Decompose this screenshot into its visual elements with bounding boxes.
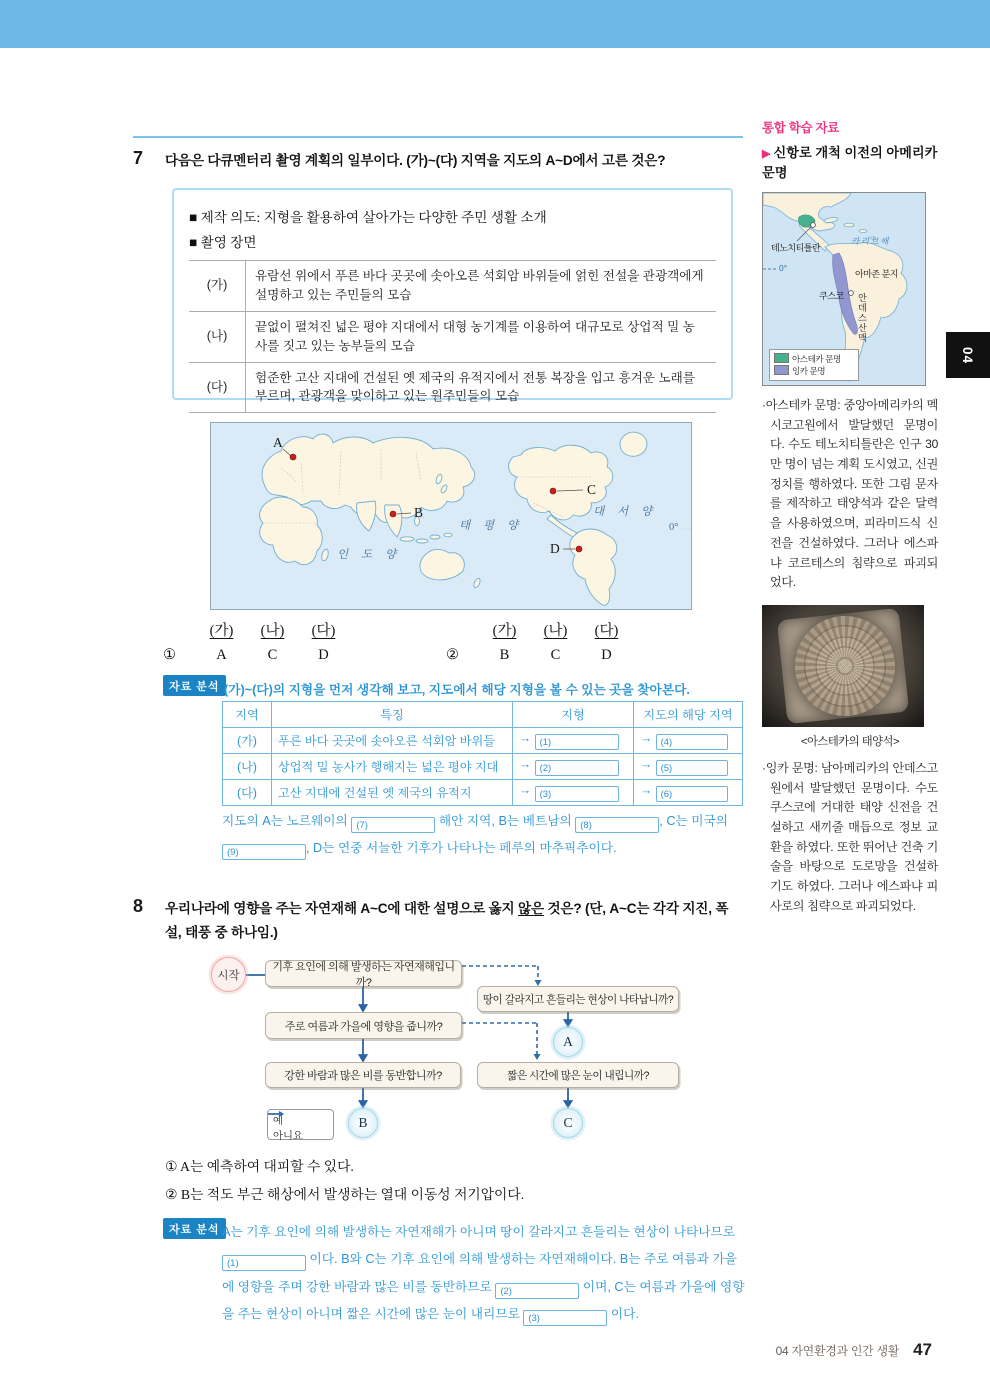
andes-label: 안데스산맥 <box>857 292 867 343</box>
aztec-civilization-note: ·아스테카 문명: 중앙아메리카의 멕시코고원에서 발달했던 문명이다. 수도 테노치티틀란은 인구 30만 명이 넘는 계획 도시였고, 신권 정치를 행하였다. 또한 그림 문자를 제작하고 태양석과 같은 달력을 사용하였으며, 피라미드식 신전을 건설하였다. 그러나 에스파냐 코르테스의 침략으로 파괴되었다. <box>762 397 938 590</box>
photo-caption: <아스테카의 태양석> <box>800 735 900 748</box>
arrow-icon: → <box>519 783 532 797</box>
blank-number: (6) <box>660 789 673 800</box>
world-map <box>210 422 692 610</box>
note-text: A는 기후 요인에 의해 발생하는 자연재해가 아니며 땅이 갈라지고 흔들리는 현상이 나타나므로 <box>222 1225 735 1239</box>
q7-option-1-headers <box>196 619 349 640</box>
q7-scene-table <box>189 260 716 413</box>
top-color-bar <box>0 0 990 48</box>
option-2-value: D <box>601 647 612 663</box>
legend-no-label: 아니요 <box>273 1131 303 1142</box>
blank-number: (9) <box>227 846 239 858</box>
blank-number: (3) <box>528 1312 540 1324</box>
blank-number: (1) <box>539 737 552 748</box>
q8-text-pre: 우리나라에 영향을 주는 자연재해 A~C에 대한 설명으로 옳지 <box>165 901 519 916</box>
cusco-label: 쿠스코 <box>819 290 844 301</box>
answer-blank-1 <box>222 1255 306 1271</box>
triangle-bullet-icon: ▶ <box>762 148 771 160</box>
map-label-b: B <box>414 505 424 520</box>
q8-analysis-badge: 자료 분석 <box>163 1218 226 1239</box>
legend-yes-label: 예 <box>273 1116 283 1127</box>
scene-da-text: 험준한 고산 지대에 건설된 옛 제국의 유적지에서 전통 복장을 입고 흥겨운 노래를 부르며, 관광객을 맞이하고 있는 원주민들의 모습 <box>246 362 717 413</box>
row-feature: 상업적 밀 농사가 행해지는 넓은 평야 지대 <box>272 754 513 780</box>
row-feature: 고산 지대에 건설된 옛 제국의 유적지 <box>272 780 513 806</box>
q7-option-2-headers <box>479 619 632 640</box>
atlantic-ocean-label: 대 서 양 <box>593 506 658 518</box>
q8-flowchart <box>180 950 725 1165</box>
scene-ga-text: 유람선 위에서 푸른 바다 곳곳에 솟아오른 석회암 바위들에 얽힌 전설을 관광객에게 설명하고 있는 주민들의 모습 <box>246 261 717 312</box>
table-row <box>223 780 743 806</box>
arrow-icon: → <box>519 731 532 745</box>
q8-analysis-note <box>222 1219 746 1328</box>
question-7-number: 7 <box>133 148 144 168</box>
scene-na-label: (나) <box>189 311 246 362</box>
equator-label: 0° <box>779 262 788 273</box>
tenochtitlan-label: 테노치티틀란 <box>771 242 821 253</box>
map-point-d-dot <box>576 546 582 552</box>
flow-question-3: 강한 바람과 많은 비를 동반합니까? <box>265 1062 461 1088</box>
option-header-da: (다) <box>594 623 619 639</box>
sidebar-kicker: 통합 학습 자료 <box>762 121 839 135</box>
col-terrain: 지형 <box>513 702 634 728</box>
legend-aztec-row <box>774 353 854 365</box>
scene-ga-label: (가) <box>189 261 246 312</box>
answer-blank-3 <box>535 786 619 802</box>
option-2-value: C <box>550 647 561 663</box>
map-point-b-dot <box>390 511 396 517</box>
legend-inca-label: 잉카 문명 <box>792 365 826 376</box>
note-text: 이며, C는 여름과 가을에 영향을 주는 현상이 아니며 짧은 시간에 많은 눈이 내리므로 <box>222 1279 745 1321</box>
row-region: (다) <box>223 780 272 806</box>
map-legend <box>769 349 859 381</box>
option-header-na: (나) <box>260 623 285 639</box>
cusco-city-dot <box>849 291 854 296</box>
q7-analysis-intro: (가)~(다)의 지형을 먼저 생각해 보고, 지도에서 해당 지형을 볼 수 있는 곳을 찾아본다. <box>224 683 690 697</box>
col-map-region: 지도의 해당 지역 <box>634 702 743 728</box>
aztec-sun-stone-photo <box>762 605 924 727</box>
blank-number: (2) <box>500 1285 512 1297</box>
tenochtitlan-city-dot <box>811 223 816 228</box>
option-header-ga: (가) <box>209 623 234 639</box>
blank-number: (1) <box>227 1258 239 1270</box>
flow-legend <box>267 1109 334 1140</box>
row-feature: 푸른 바다 곳곳에 솟아오른 석회암 바위들 <box>272 728 513 754</box>
blank-number: (2) <box>539 763 552 774</box>
arrow-icon: → <box>640 731 653 745</box>
answer-blank-5 <box>656 760 728 776</box>
scene-na-text: 끝없이 펼쳐진 넓은 평야 지대에서 대형 농기계를 이용하여 대규모로 상업적 밀 농사를 짓고 있는 농부들의 모습 <box>246 311 717 362</box>
row-region: (나) <box>223 754 272 780</box>
footer-chapter-title: 04 자연환경과 인간 생활 <box>775 1344 900 1358</box>
blank-number: (8) <box>580 820 592 831</box>
q7-scene-label: ■ 촬영 장면 <box>189 235 257 250</box>
chapter-tab-number: 04 <box>960 346 976 364</box>
col-feature: 특징 <box>272 702 513 728</box>
question-8-text <box>165 897 743 946</box>
pacific-ocean-label: 태 평 양 <box>459 520 524 532</box>
q8-statement-1: ① A는 예측하여 대피할 수 있다. <box>165 1159 354 1174</box>
blank-number: (7) <box>356 820 368 831</box>
inca-civilization-note: ·잉카 문명: 남아메리카의 안데스고원에서 발달했던 문명이다. 수도 쿠스코에 거대한 태양 신전을 건설하고 새끼줄 매듭으로 정보 교환을 하였다. 또한 뛰어난 건축 기술을 바탕으로 도로망을 건설하기도 하였다. 그러나 에스파냐 피사로의 침략으로 파괴되었다. <box>762 760 938 913</box>
q7-option-2-values <box>446 647 632 664</box>
sidebar-title-text: 신항로 개척 이전의 아메리카 문명 <box>762 145 938 181</box>
flow-question-2: 주로 여름과 가을에 영향을 줍니까? <box>265 1012 462 1039</box>
amazon-basin-label: 아마존 분지 <box>855 268 898 279</box>
note-text: , C는 미국의 <box>659 814 729 828</box>
flow-node-a: A <box>553 1027 583 1057</box>
answer-blank-2 <box>535 760 619 776</box>
table-row <box>189 311 716 362</box>
blank-number: (4) <box>660 737 673 748</box>
america-civilizations-map <box>762 192 926 386</box>
scene-da-label: (다) <box>189 362 246 413</box>
answer-blank-9 <box>222 844 306 860</box>
table-row <box>189 362 716 413</box>
q7-analysis-table <box>222 701 743 806</box>
chapter-tab <box>946 332 990 378</box>
blank-number: (3) <box>539 789 552 800</box>
q7-option-2 <box>446 619 632 664</box>
flow-node-c: C <box>553 1108 583 1138</box>
table-row <box>189 261 716 312</box>
map-label-c: C <box>587 482 597 497</box>
question-8-number: 8 <box>133 896 144 916</box>
row-region: (가) <box>223 728 272 754</box>
map-label-d: D <box>550 541 560 556</box>
caribbean-sea-label: 카리브해 <box>851 235 890 246</box>
page-footer <box>776 1340 932 1360</box>
q7-option-1 <box>163 619 349 664</box>
flow-node-b: B <box>348 1108 378 1138</box>
option-header-da: (다) <box>311 623 336 639</box>
option-header-na: (나) <box>543 623 568 639</box>
answer-blank-2 <box>495 1283 579 1299</box>
answer-blank-1 <box>535 734 619 750</box>
arrow-icon: → <box>640 783 653 797</box>
legend-aztec-label: 아스테카 문명 <box>792 353 841 364</box>
option-2-number: ② <box>446 647 459 663</box>
map-label-a: A <box>273 435 283 450</box>
q7-source-box <box>172 188 733 404</box>
q8-text-underlined: 않은 <box>518 901 544 916</box>
no-arrow-icon <box>268 1110 286 1118</box>
table-row <box>223 754 743 780</box>
footer-page-number: 47 <box>913 1340 932 1359</box>
note-text: 이다. <box>607 1306 639 1321</box>
sun-stone-disc <box>795 616 895 716</box>
option-1-value: D <box>318 647 329 663</box>
note-text: 지도의 A는 노르웨이의 <box>222 814 352 828</box>
table-header-row <box>223 702 743 728</box>
option-2-value: B <box>499 647 510 663</box>
answer-blank-8 <box>575 817 659 833</box>
note-text: 해안 지역, B는 베트남의 <box>435 814 576 828</box>
section-divider-line <box>133 136 743 138</box>
equator-label: 0° <box>669 522 679 533</box>
q7-analysis-badge: 자료 분석 <box>163 675 226 696</box>
map-point-a-dot <box>290 454 296 460</box>
answer-blank-6 <box>656 786 728 802</box>
table-row <box>223 728 743 754</box>
q8-text-post: 것은? (단, A~C는 각각 지진, 폭설, 태풍 중 하나임.) <box>165 901 729 941</box>
aztec-color-swatch <box>774 353 789 363</box>
answer-blank-7 <box>351 817 435 833</box>
answer-blank-4 <box>656 734 728 750</box>
arrow-icon: → <box>519 757 532 771</box>
sidebar-title <box>762 143 938 184</box>
legend-no-row <box>273 1127 328 1142</box>
inca-color-swatch <box>774 365 789 375</box>
indian-ocean-label: 인 도 양 <box>337 549 402 561</box>
legend-inca-row <box>774 365 854 377</box>
q8-statement-2: ② B는 적도 부근 해상에서 발생하는 열대 이동성 저기압이다. <box>165 1187 525 1202</box>
blank-number: (5) <box>660 763 673 774</box>
note-text: , D는 연중 서늘한 기후가 나타나는 페루의 마추픽추이다. <box>306 840 617 855</box>
option-1-value: C <box>267 647 278 663</box>
map-point-c-dot <box>550 488 556 494</box>
note-text: 이다. B와 C는 기후 요인에 의해 발생하는 자연재해이다. B는 주로 여름과 가을에 영향을 주며 강한 바람과 많은 비를 동반하므로 <box>222 1252 737 1294</box>
arrow-icon: → <box>640 757 653 771</box>
option-1-number: ① <box>163 647 176 663</box>
q7-production-intent: ■ 제작 의도: 지형을 활용하여 살아가는 다양한 주민 생활 소개 <box>189 210 547 225</box>
col-region: 지역 <box>223 702 272 728</box>
option-1-value: A <box>216 647 227 663</box>
flow-question-snow: 짧은 시간에 많은 눈이 내립니까? <box>477 1062 679 1088</box>
question-7-text: 다음은 다큐멘터리 촬영 계획의 일부이다. (가)~(다) 지역을 지도의 A~D에서 고른 것은? <box>165 153 666 168</box>
flow-question-earthquake: 땅이 갈라지고 흔들리는 현상이 나타납니까? <box>477 986 679 1012</box>
q7-option-1-values <box>163 647 349 664</box>
q7-analysis-note <box>222 808 746 861</box>
flow-start-node: 시작 <box>211 957 246 992</box>
sidebar <box>762 118 938 917</box>
flow-question-1: 기후 요인에 의해 발생하는 자연재해입니까? <box>265 960 462 987</box>
answer-blank-3 <box>523 1310 607 1326</box>
option-header-ga: (가) <box>492 623 517 639</box>
